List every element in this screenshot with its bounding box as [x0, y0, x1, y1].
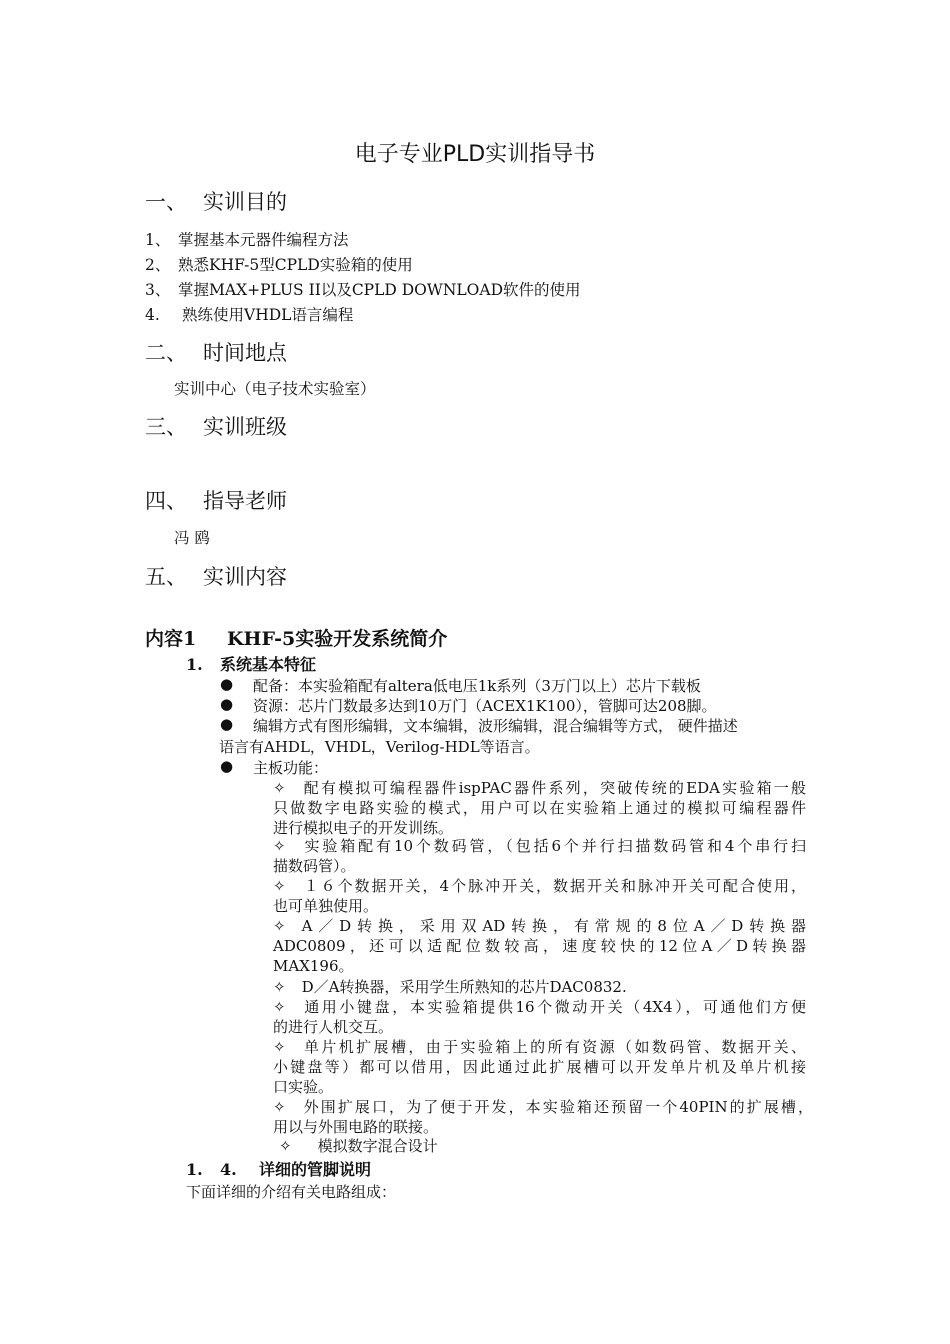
section-number: 五、	[145, 565, 187, 589]
bullet-item-4	[0, 757, 950, 777]
feature-paragraph-5: ✧ D／A转换器，采用学生所熟知的芯片DAC0832.	[273, 978, 627, 996]
bullet-icon: ●	[220, 757, 234, 775]
bullet-item-3	[0, 715, 950, 735]
subheading-number: 1.	[186, 655, 203, 674]
bullet-text: 资源：芯片门数最多达到10万门（ACEX1K100），管脚可达208脚。	[253, 697, 717, 715]
goal-number: 3、	[145, 281, 171, 299]
goal-number: 1、	[145, 231, 171, 249]
content-number: 内容1	[145, 628, 197, 650]
diamond-icon: ✧	[273, 837, 286, 855]
section-number: 三、	[145, 415, 187, 439]
section-title: 实训目的	[203, 190, 287, 214]
section-title: 实训班级	[203, 415, 287, 439]
diamond-icon: ✧	[273, 1098, 286, 1116]
bullet-text: 主板功能：	[253, 759, 329, 777]
feature-paragraph-3: ✧ １６个数据开关，4个脉冲开关，数据开关和脉冲开关可配合使用， 也可单独使用。	[273, 877, 806, 915]
subheading-title: 系统基本特征	[220, 655, 317, 674]
bullet-text: 配备：本实验箱配有altera低电压1k系列（3万门以上）芯片下载板	[253, 677, 701, 695]
goal-text: 掌握MAX+PLUS II以及CPLD DOWNLOAD软件的使用	[178, 281, 581, 299]
diamond-icon: ✧	[279, 1137, 292, 1155]
section-number: 四、	[145, 489, 187, 513]
bullet-continuation: 语言有AHDL，VHDL，Verilog-HDL等语言。	[219, 738, 540, 756]
section-number: 一、	[145, 190, 187, 214]
feature-paragraph-6: ✧ 通用小键盘，本实验箱提供16个微动开关（4X4），可通他们方便 的进行人机交互。	[273, 998, 806, 1036]
goal-number: 4.	[145, 306, 160, 324]
diamond-icon: ✧	[273, 978, 286, 996]
diamond-icon: ✧	[273, 998, 286, 1016]
section-title: 时间地点	[203, 341, 287, 365]
section-heading-2	[145, 337, 287, 367]
goal-text: 熟悉KHF-5型CPLD实验箱的使用	[178, 256, 413, 274]
subheading-pins	[186, 1157, 371, 1180]
section-heading-3	[145, 411, 287, 441]
goal-item-1	[145, 228, 349, 250]
section-title: 实训内容	[203, 565, 287, 589]
section-heading-5	[145, 561, 287, 591]
feature-paragraph-7: ✧ 单片机扩展槽，由于实验箱上的所有资源（如数码管、数据开关、 小键盘等）都可以借用，因此通过此扩展槽可以开发单片机及单片机接 口实验。	[273, 1038, 806, 1096]
subheading-features	[186, 652, 316, 675]
diamond-icon: ✧	[273, 1038, 286, 1056]
feature-paragraph-4: ✧ A／D转换，采用双AD转换，有常规的8位A／D转换器 ADC0809，还可以适配位数较高，速度较快的12位A／D转换器 MAX196。	[273, 917, 806, 975]
subheading-number: 1.	[186, 1160, 203, 1179]
goal-item-2	[145, 253, 413, 275]
feature-paragraph-8: ✧ 外围扩展口，为了便于开发，本实验箱还预留一个40PIN的扩展槽， 用以与外围电路的联接。	[273, 1098, 813, 1136]
diamond-icon: ✧	[273, 877, 286, 895]
location-text: 实训中心（电子技术实验室）	[174, 380, 376, 398]
bullet-item-2	[0, 695, 950, 715]
bullet-text: 编辑方式有图形编辑，文本编辑，波形编辑，混合编辑等方式， 硬件描述	[253, 717, 738, 735]
section-number: 二、	[145, 341, 187, 365]
teacher-name: 冯 鸥	[174, 529, 210, 547]
closing-text: 下面详细的介绍有关电路组成：	[186, 1183, 397, 1201]
bullet-icon: ●	[220, 715, 234, 733]
feature-paragraph-9: ✧ 模拟数字混合设计	[279, 1137, 438, 1155]
bullet-icon: ●	[220, 695, 234, 713]
feature-paragraph-2: ✧ 实验箱配有10个数码管，（包括6个并行扫描数码管和4个串行扫 描数码管）。	[273, 837, 806, 875]
goal-item-4	[145, 303, 353, 325]
goal-item-3	[145, 278, 581, 300]
section-heading-4	[145, 485, 287, 515]
diamond-icon: ✧	[273, 917, 286, 935]
feature-paragraph-1: ✧ 配有模拟可编程器件ispPAC器件系列，突破传统的EDA实验箱一般 只做数字电路实验的模式，用户可以在实验箱上通过的模拟可编程器件 进行模拟电子的开发训练。	[273, 779, 806, 837]
content-title: KHF-5实验开发系统简介	[227, 628, 448, 650]
bullet-item-1	[0, 675, 950, 695]
subheading-title: 4. 详细的管脚说明	[220, 1160, 371, 1179]
goal-text: 掌握基本元器件编程方法	[178, 231, 349, 249]
section-heading-1	[145, 186, 287, 216]
bullet-icon: ●	[220, 675, 234, 693]
goal-number: 2、	[145, 256, 171, 274]
page-title: 电子专业PLD实训指导书	[354, 142, 596, 167]
diamond-icon: ✧	[273, 779, 286, 797]
section-title: 指导老师	[203, 489, 287, 513]
content-heading	[145, 624, 447, 651]
goal-text: 熟练使用VHDL语言编程	[182, 306, 354, 324]
